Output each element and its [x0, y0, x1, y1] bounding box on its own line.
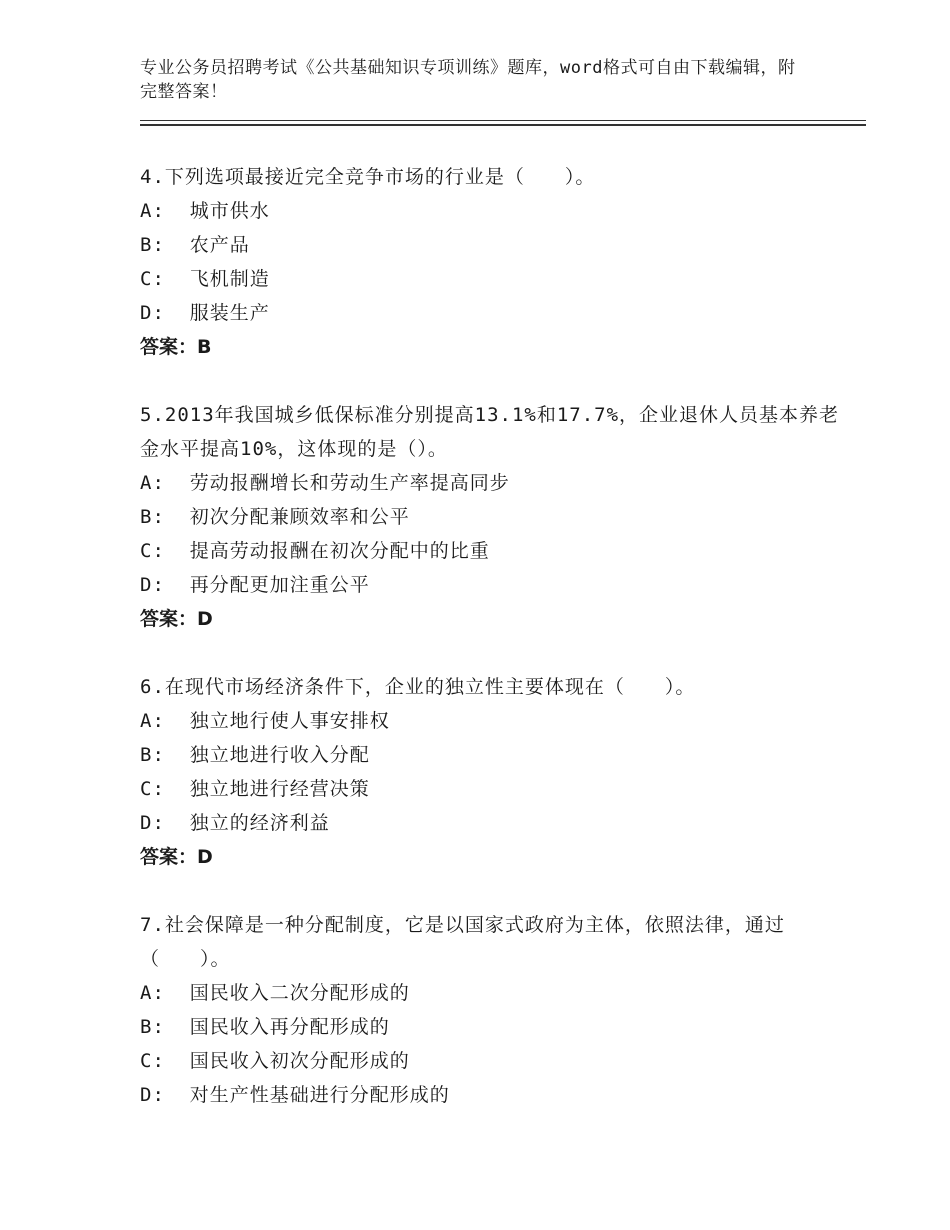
option-c: C: 国民收入初次分配形成的 — [140, 1050, 410, 1072]
header-text: 专业公务员招聘考试《公共基础知识专项训练》题库，word格式可自由下载编辑，附完整答案！ — [140, 58, 796, 102]
option-a: A: 独立地行使人事安排权 — [140, 710, 390, 732]
question-7 — [140, 908, 840, 1112]
question-list — [140, 160, 840, 1146]
question-6 — [140, 670, 840, 874]
option-d: D: 服装生产 — [140, 302, 270, 324]
option-b: B: 初次分配兼顾效率和公平 — [140, 506, 410, 528]
question-stem: 4.下列选项最接近完全竞争市场的行业是（ ）。 — [140, 166, 596, 188]
option-d: D: 独立的经济利益 — [140, 812, 330, 834]
option-a: A: 劳动报酬增长和劳动生产率提高同步 — [140, 472, 510, 494]
option-b: B: 国民收入再分配形成的 — [140, 1016, 390, 1038]
option-b: B: 农产品 — [140, 234, 250, 256]
option-a: A: 城市供水 — [140, 200, 270, 222]
option-c: C: 飞机制造 — [140, 268, 270, 290]
answer-line: 答案：D — [140, 608, 213, 630]
header-divider-thin — [140, 120, 866, 121]
question-stem: 5.2013年我国城乡低保标准分别提高13.1%和17.7%，企业退休人员基本养老金水平提高10%，这体现的是（）。 — [140, 404, 840, 460]
question-5 — [140, 398, 840, 636]
header-divider-thick — [140, 124, 866, 126]
option-a: A: 国民收入二次分配形成的 — [140, 982, 410, 1004]
option-d: D: 再分配更加注重公平 — [140, 574, 370, 596]
question-stem: 7.社会保障是一种分配制度，它是以国家式政府为主体，依照法律，通过（ ）。 — [140, 914, 785, 970]
answer-line: 答案：D — [140, 846, 213, 868]
question-stem: 6.在现代市场经济条件下，企业的独立性主要体现在（ ）。 — [140, 676, 696, 698]
option-b: B: 独立地进行收入分配 — [140, 744, 370, 766]
option-c: C: 提高劳动报酬在初次分配中的比重 — [140, 540, 490, 562]
document-header — [140, 56, 800, 104]
option-d: D: 对生产性基础进行分配形成的 — [140, 1084, 450, 1106]
option-c: C: 独立地进行经营决策 — [140, 778, 370, 800]
question-4 — [140, 160, 840, 364]
answer-line: 答案：B — [140, 336, 212, 358]
